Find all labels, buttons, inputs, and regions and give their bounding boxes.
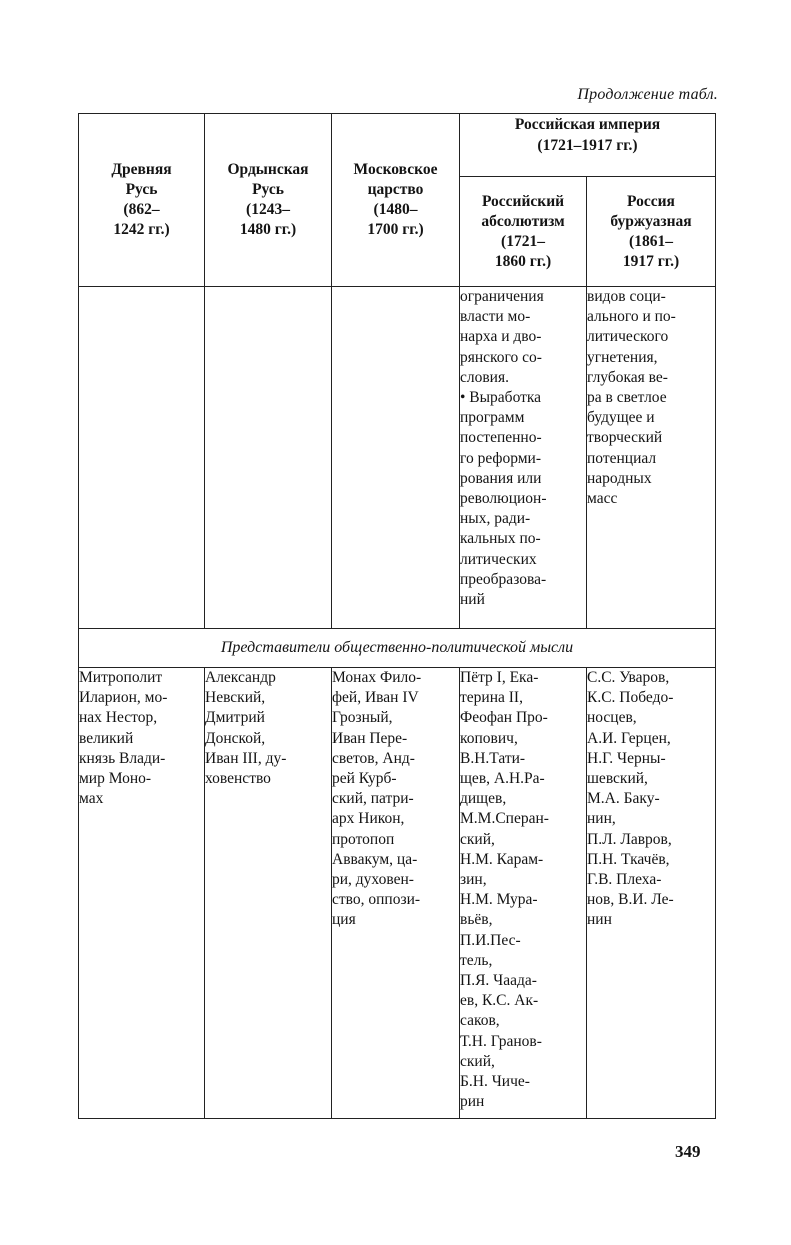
first-row-absolutism: ограничения власти мо- нарха и дво- рянского со- словия. • Выработка программ постепенно- го реформи- рования или революцион- ных, ради- кальных по- литических преобразова- ний: [460, 287, 587, 629]
page-number: 349: [675, 1142, 701, 1161]
representatives-bourgeois: С.С. Уваров, К.С. Победо- носцев, А.И. Герцен, Н.Г. Черны- шевский, М.А. Баку- нин, П.Л. Лавров, П.Н. Ткачёв, Г.В. Плеха- нов, В.И. Ле- нин: [587, 668, 716, 1119]
representatives-ancient-rus: Митрополит Иларион, мо- нах Нестор, великий князь Влади- мир Моно- мах: [79, 668, 205, 1119]
representatives-horde-rus: Александр Невский, Дмитрий Донской, Иван III, ду- ховенство: [205, 668, 332, 1119]
header-russian-empire: Российская империя (1721–1917 гг.): [460, 114, 716, 177]
first-row-horde-rus: [205, 287, 332, 629]
header-ancient-rus: Древняя Русь (862– 1242 гг.): [79, 114, 205, 287]
history-table: [78, 113, 716, 1119]
header-absolutism: Российский абсолютизм (1721– 1860 гг.): [460, 177, 587, 287]
header-bourgeois: Россия буржуазная (1861– 1917 гг.): [587, 177, 716, 287]
first-row-ancient-rus: [79, 287, 205, 629]
representatives-moscow: Монах Фило- фей, Иван IV Грозный, Иван Пере- светов, Анд- рей Курб- ский, патри- арх Никон, протопоп Аввакум, ца- ри, духовен- ство, оппози- ция: [332, 668, 460, 1119]
header-moscow-tsardom: Московское царство (1480– 1700 гг.): [332, 114, 460, 287]
representatives-absolutism: Пётр I, Ека- терина II, Феофан Про- копович, В.Н.Тати- щев, А.Н.Ра- дищев, М.М.Сперан- ский, Н.М. Карам- зин, Н.М. Мура- вьёв, П.И.Пес- тель, П.Я. Чаада- ев, К.С. Ак- саков, Т.Н. Гранов- ский, Б.Н. Чиче- рин: [460, 668, 587, 1119]
section-title: Представители общественно-политической мысли: [79, 629, 716, 668]
continuation-label: Продолжение табл.: [577, 86, 718, 103]
first-row-moscow: [332, 287, 460, 629]
first-row-bourgeois: видов соци- ального и по- литического угнетения, глубокая ве- ра в светлое будущее и творческий потенциал народных масс: [587, 287, 716, 629]
header-horde-rus: Ордынская Русь (1243– 1480 гг.): [205, 114, 332, 287]
